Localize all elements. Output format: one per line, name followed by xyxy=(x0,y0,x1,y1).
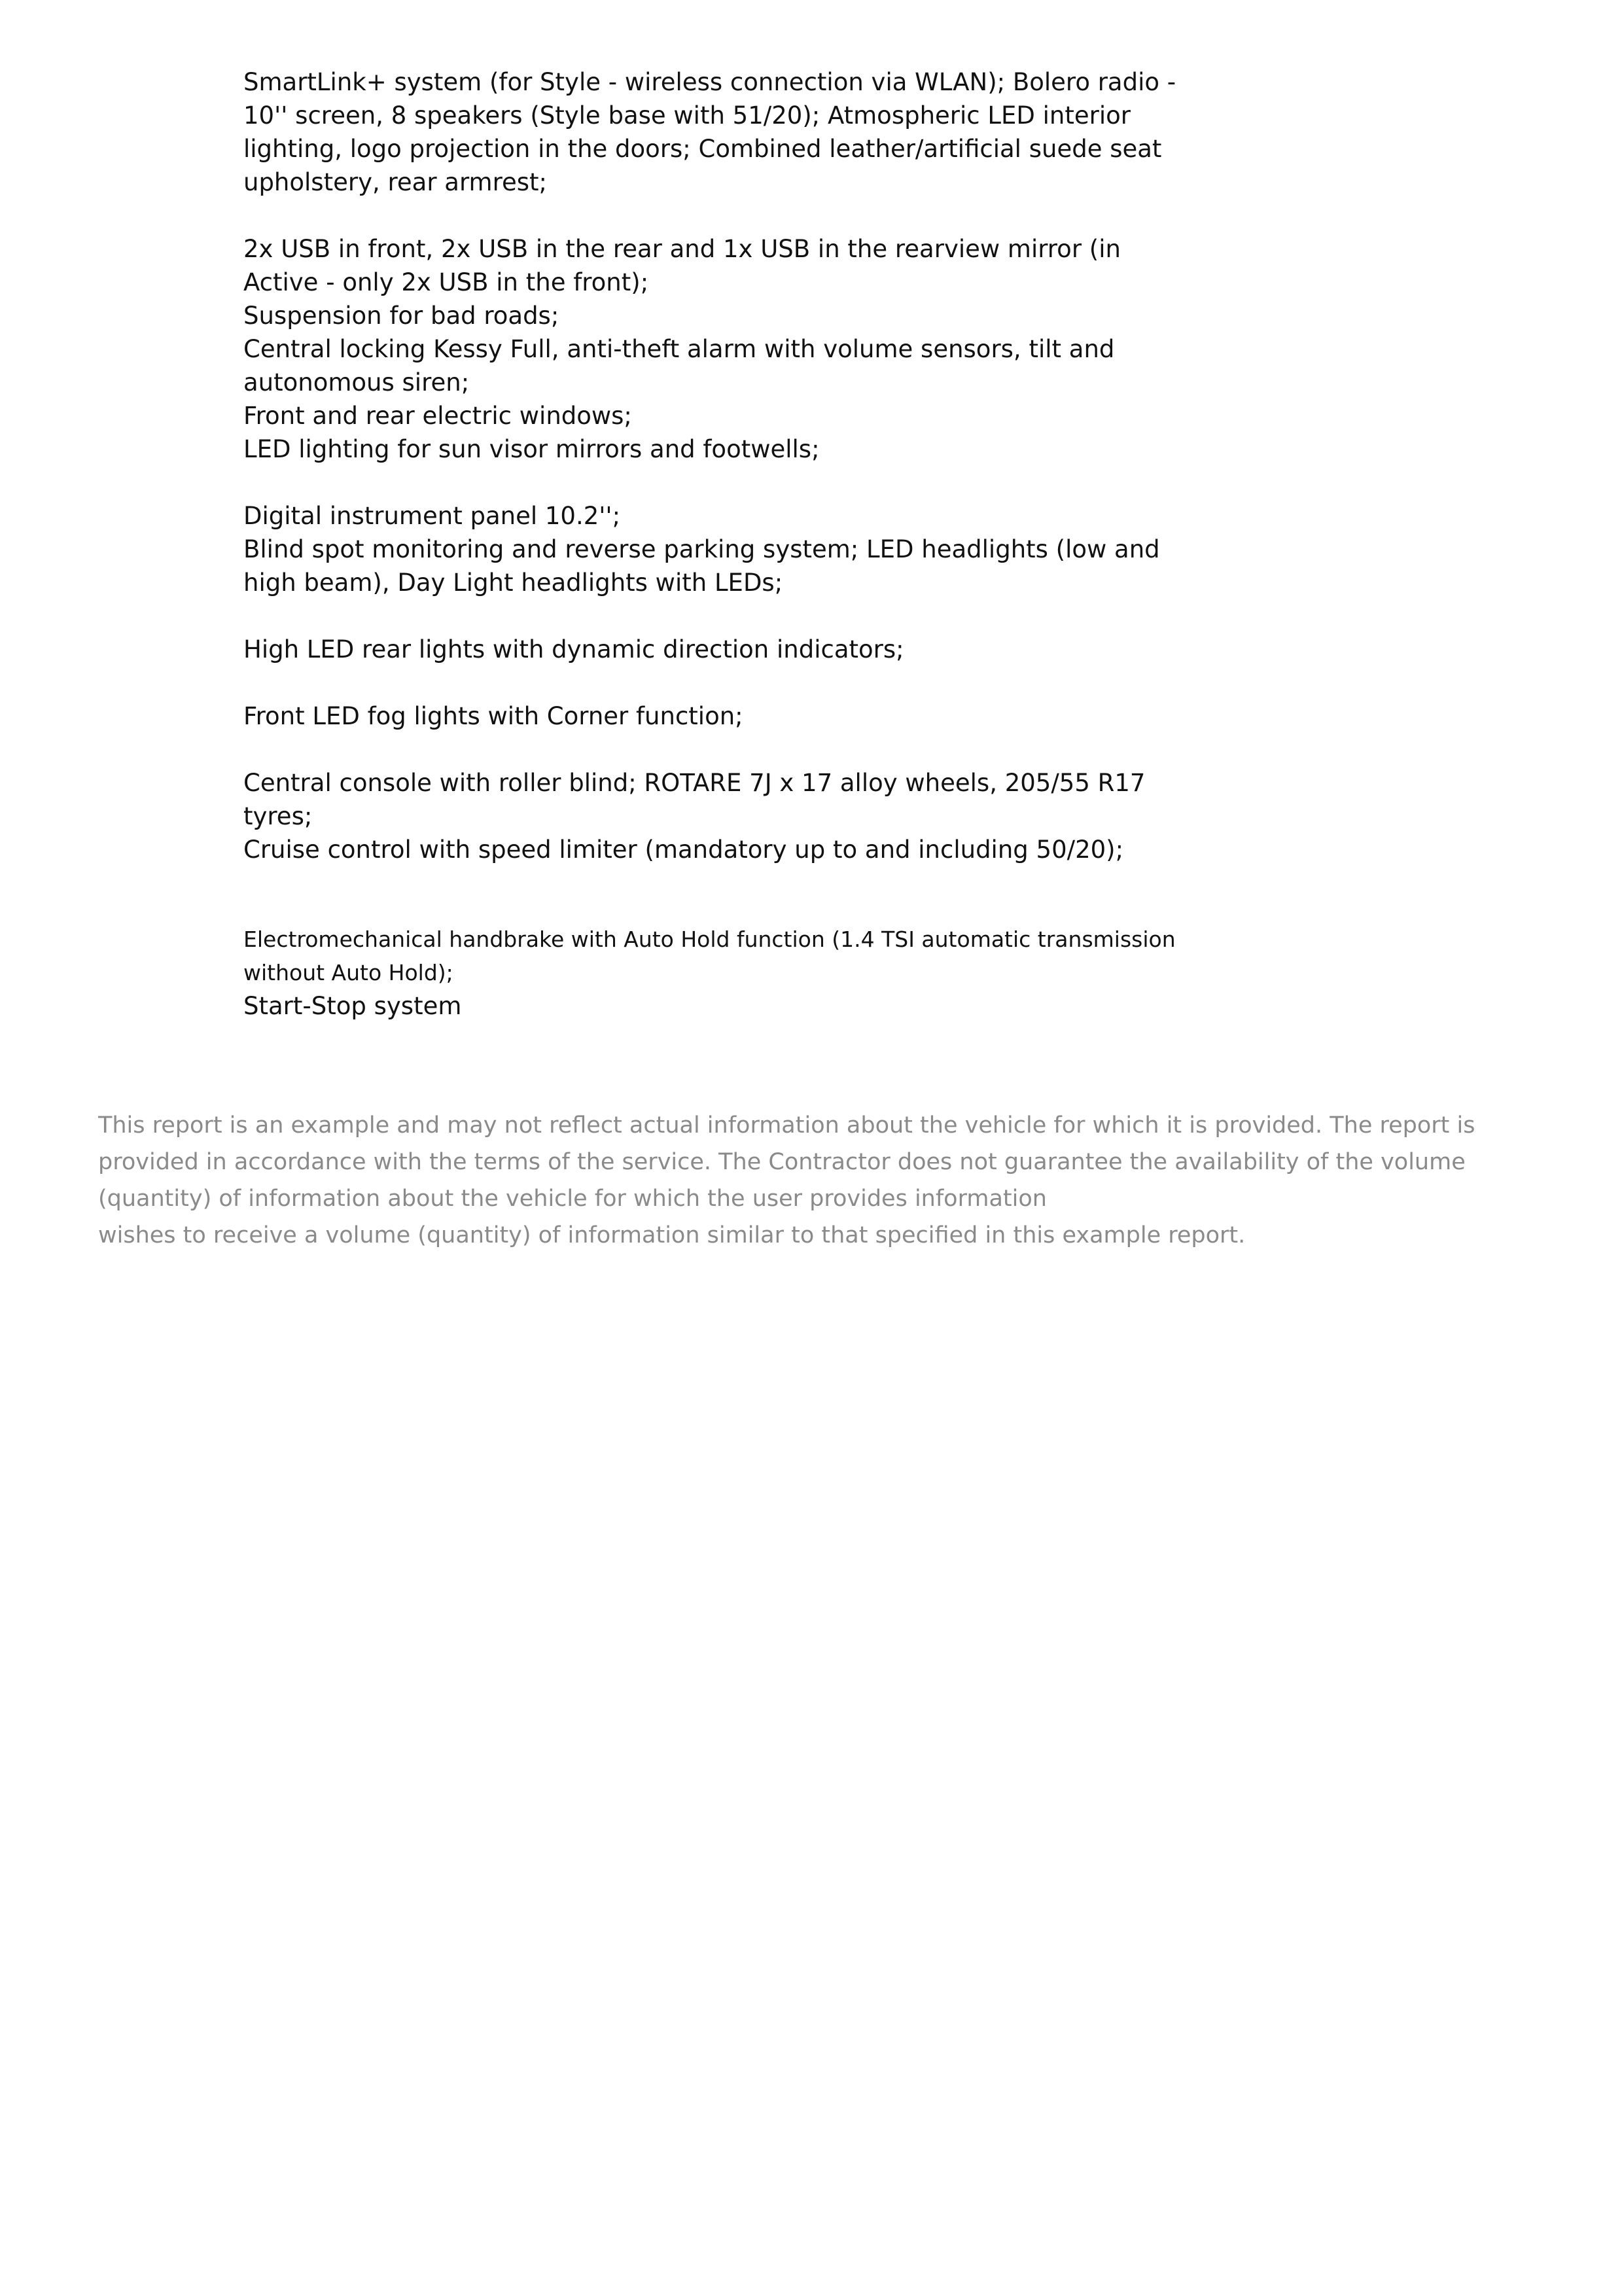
equipment-instrument-panel: Digital instrument panel 10.2''; xyxy=(243,502,621,530)
equipment-suspension: Suspension for bad roads; xyxy=(243,302,559,330)
equipment-list xyxy=(243,65,1199,1023)
equipment-fog-lights: Front LED fog lights with Corner function; xyxy=(243,702,743,730)
paragraph-spacer xyxy=(243,199,1199,232)
equipment-smartlink-radio: SmartLink+ system (for Style - wireless connection via WLAN); Bolero radio - 10'' screen, 8 speakers (Style base with 51/20); Atmospheric LED interior lighting, logo projection in the doors; Combined leather/artificial suede seat upholstery, rear armrest; xyxy=(243,68,1176,196)
paragraph-spacer xyxy=(243,666,1199,699)
disclaimer-text: This report is an example and may not reflect actual information about the vehicle for which it is provided. The report is provided in accordance with the terms of the service. The Contractor does not guarantee the availability of the volume (quantity) of information about the vehicle for which the user provides information xyxy=(98,1112,1475,1212)
paragraph-spacer xyxy=(243,599,1199,633)
equipment-console-wheels: Central console with roller blind; ROTARE 7J x 17 alloy wheels, 205/55 R17 tyres; xyxy=(243,769,1146,830)
equipment-cruise-control: Cruise control with speed limiter (mandatory up to and including 50/20); xyxy=(243,836,1124,864)
equipment-central-locking: Central locking Kessy Full, anti-theft alarm with volume sensors, tilt and autonomous siren; xyxy=(243,335,1115,397)
disclaimer xyxy=(98,1107,1525,1254)
equipment-rear-lights: High LED rear lights with dynamic direction indicators; xyxy=(243,635,904,663)
equipment-usb: 2x USB in front, 2x USB in the rear and 1x USB in the rearview mirror (in Active - only 2x USB in the front); xyxy=(243,235,1121,296)
paragraph-spacer xyxy=(243,866,1199,923)
equipment-electric-windows: Front and rear electric windows; xyxy=(243,402,632,430)
paragraph-spacer xyxy=(243,466,1199,499)
equipment-handbrake: Electromechanical handbrake with Auto Hold function (1.4 TSI automatic transmission without Auto Hold); xyxy=(243,927,1176,985)
paragraph-spacer xyxy=(243,733,1199,766)
disclaimer-text-continued: wishes to receive a volume (quantity) of information similar to that specified in this example report. xyxy=(98,1222,1246,1248)
equipment-start-stop: Start-Stop system xyxy=(243,992,462,1020)
equipment-led-lighting: LED lighting for sun visor mirrors and footwells; xyxy=(243,435,820,463)
equipment-blind-spot-headlights: Blind spot monitoring and reverse parking system; LED headlights (low and high beam), Day Light headlights with LEDs; xyxy=(243,535,1160,597)
